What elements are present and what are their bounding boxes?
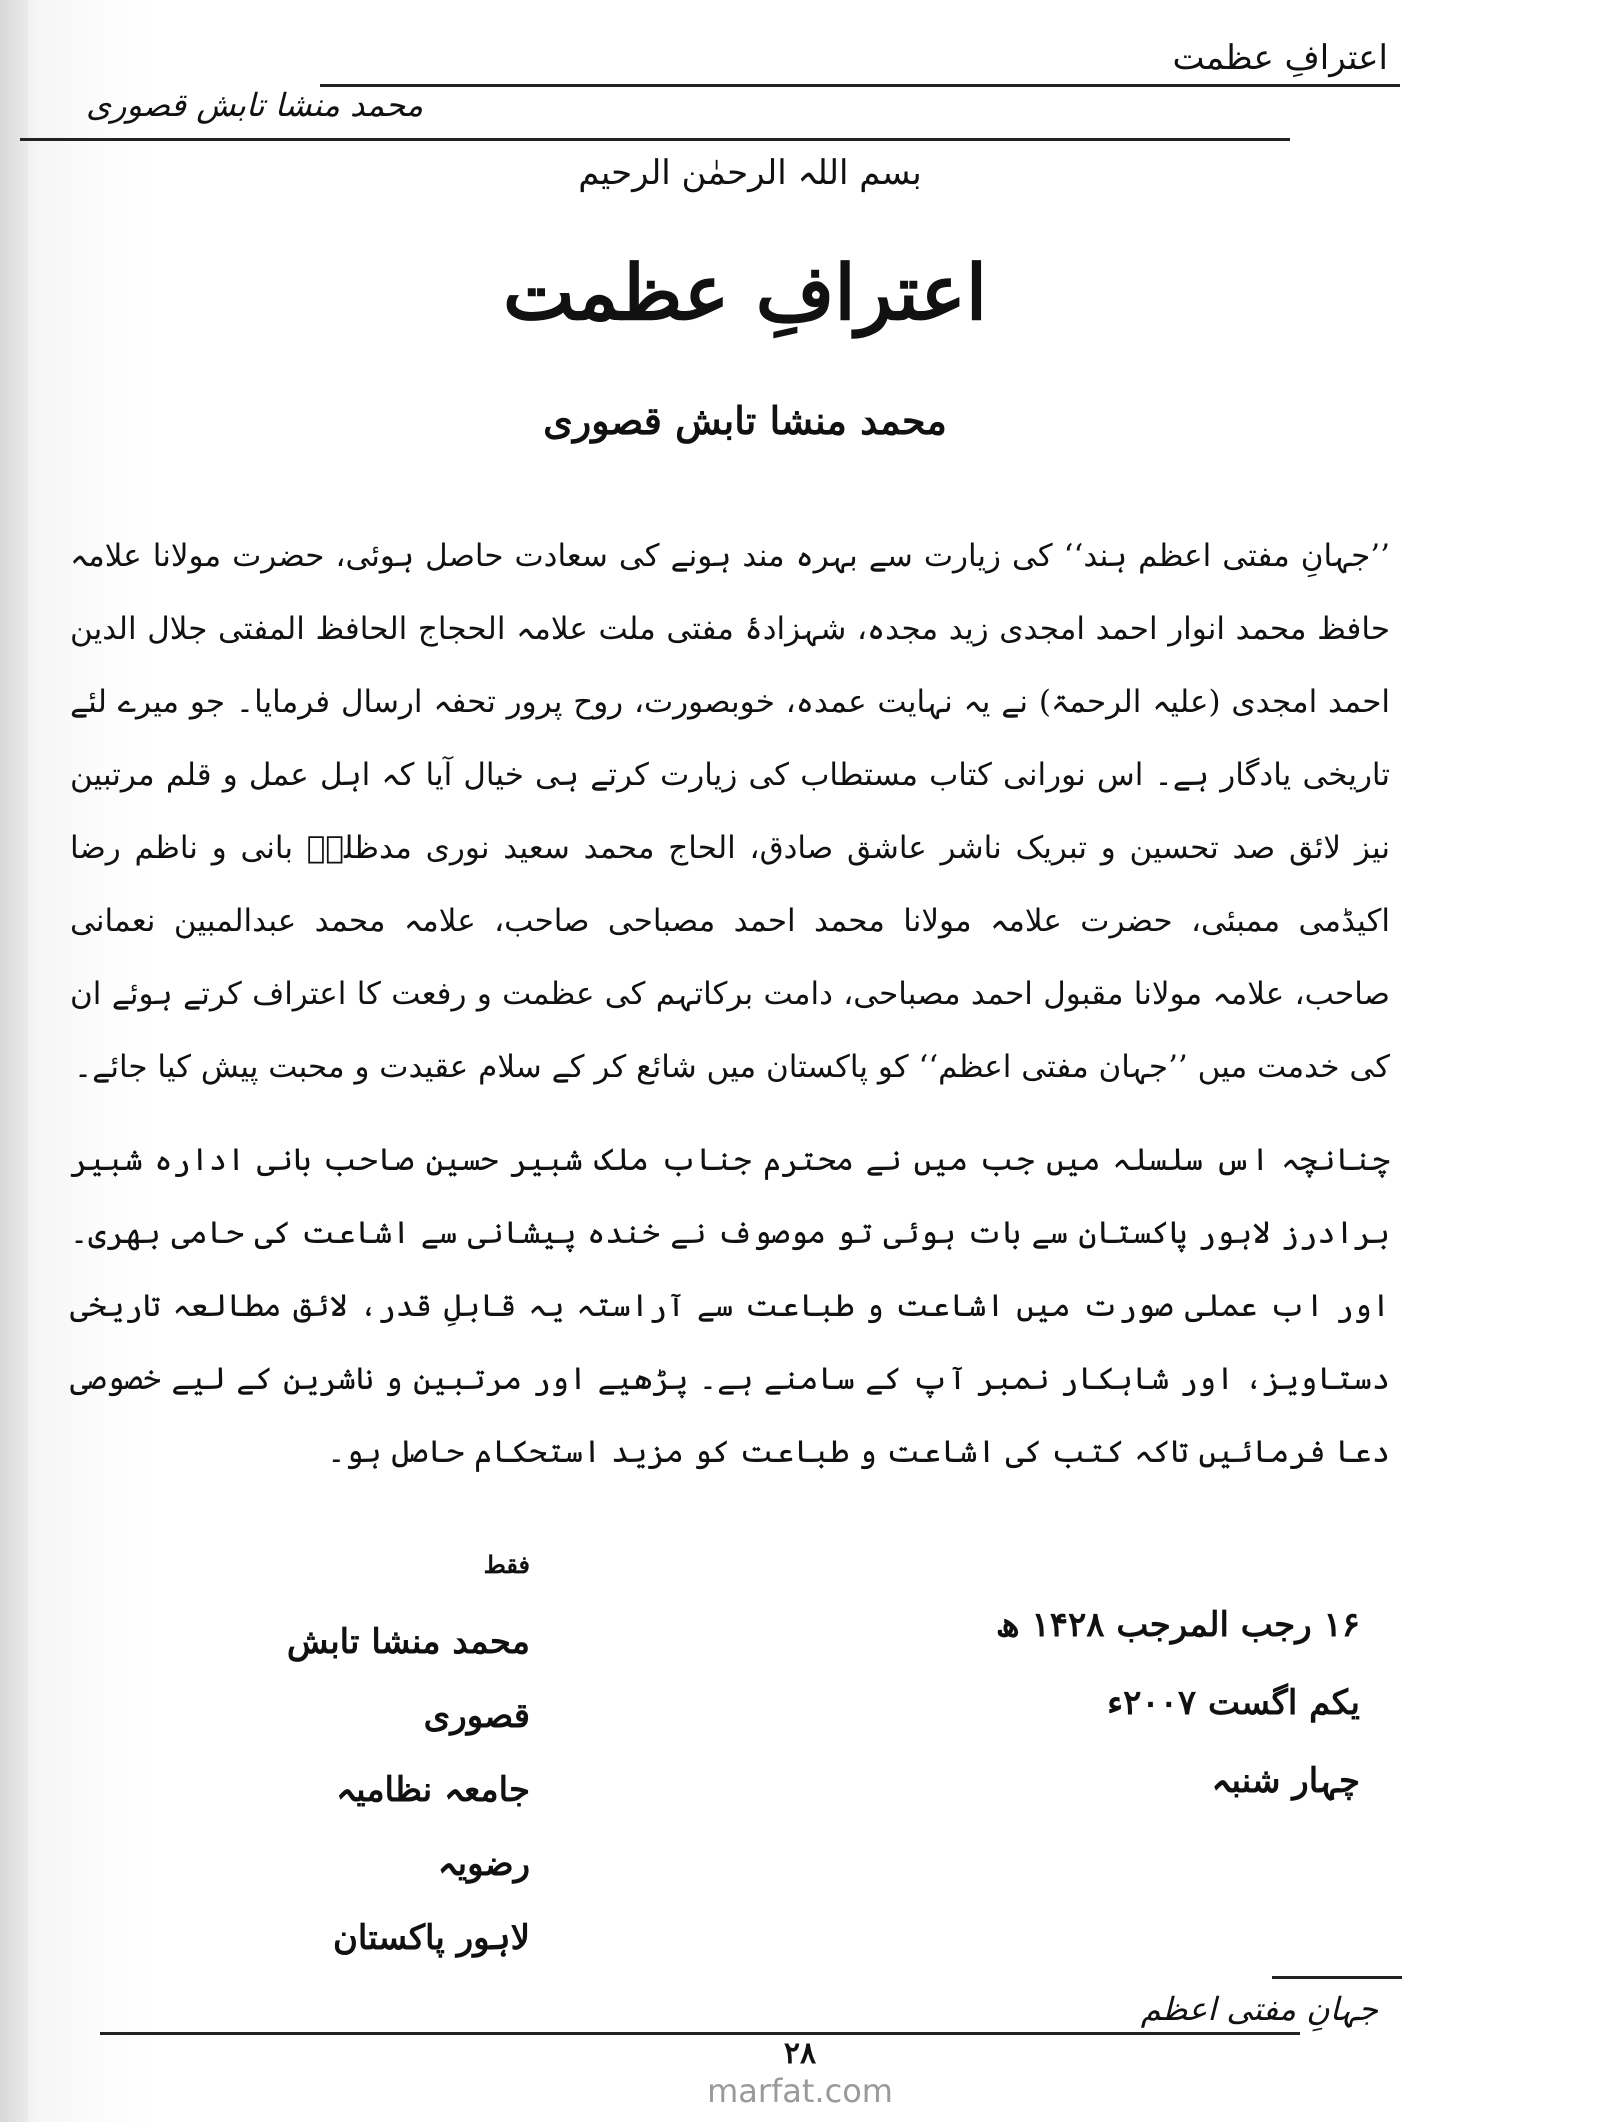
page-title: اعترافِ عظمت — [503, 248, 987, 337]
faqat-label: فقط — [483, 1550, 530, 1579]
footer-book-title: جہانِ مفتی اعظم — [1140, 1990, 1378, 2028]
paragraph-1: ’’جہانِ مفتی اعظم ہند‘‘ کی زیارت سے بہرہ مند ہونے کی سعادت حاصل ہوئی، حضرت مولانا علامہ حافظ محمد انوار احمد امجدی زید مجدہ، شہزادۂ مفتی ملت علامہ الحجاج الحافظ المفتی جلال الدین احمد امجدی (علیہ الرحمۃ) نے یہ نہایت عمدہ، خوبصورت، روح پرور تحفہ ارسال فرمایا۔ جو میرے لئے تاریخی یادگار ہے۔ اس نورانی کتاب مستطاب کی زیارت کرتے ہی خیال آیا کہ اہل عمل و قلم مرتبین نیز لائق صد تحسین و تبریک ناشر عاشق صادق، الحاج محمد سعید نوری مدظلہٗ بانی و ناظم رضا اکیڈمی ممبئی، حضرت علامہ مولانا محمد احمد مصباحی صاحب، علامہ محمد عبدالمبین نعمانی صاحب، علامہ مولانا مقبول احمد مصباحی، دامت برکاتہم کی عظمت و رفعت کا اعتراف کرتے ہوئے ان کی خدمت میں ’’جہان مفتی اعظم‘‘ کو پاکستان میں شائع کر کے سلام عقیدت و محبت پیش کیا جائے۔ — [70, 538, 1390, 1085]
page-number: ۲۸ — [783, 2036, 817, 2071]
running-author: محمد منشا تابش قصوری — [86, 86, 424, 124]
signature-block — [250, 1550, 530, 1975]
basmala: بسم اللہ الرحمٰن الرحیم — [578, 153, 922, 193]
paragraph-2: چنانچہ اس سلسلہ میں جب میں نے محترم جناب ملک شبیر حسین صاحب بانی ادارہ شبیر برادرز لاہور پاکستان سے بات ہوئی تو موصوف نے خندہ پیشانی سے اشاعت کی حامی بھری۔ اور اب عملی صورت میں اشاعت و طباعت سے آراستہ یہ قابلِ قدر، لائق مطالعہ تاریخی دستاویز، اور شاہکار نمبر آپ کے سامنے ہے۔ پڑھیے اور مرتبین و ناشرین کے لیے خصوصی دعا فرمائیں تاکہ کتب کی اشاعت و طباعت کو مزید استحکام حاصل ہو۔ — [70, 1142, 1390, 1470]
footer-rule-upper — [1272, 1976, 1402, 1979]
header-rule-upper — [320, 84, 1400, 87]
signature-name: محمد منشا تابش قصوری — [286, 1622, 530, 1736]
author-name: محمد منشا تابش قصوری — [543, 398, 947, 443]
city-name: لاہور پاکستان — [332, 1918, 530, 1958]
header-rule — [20, 138, 1290, 141]
hijri-date: ۱۶ رجب المرجب ۱۴۲۸ ھ — [995, 1605, 1360, 1645]
body-text — [70, 520, 1390, 1489]
watermark: marfat.com — [707, 2072, 893, 2110]
date-block — [940, 1586, 1360, 1820]
running-title: اعترافِ عظمت — [1172, 38, 1388, 78]
institution-name: جامعہ نظامیہ رضویہ — [336, 1770, 530, 1884]
footer-rule — [100, 2032, 1300, 2035]
weekday: چہار شنبہ — [1211, 1761, 1360, 1801]
gregorian-date: یکم اگست ۲۰۰۷ء — [1107, 1683, 1360, 1723]
